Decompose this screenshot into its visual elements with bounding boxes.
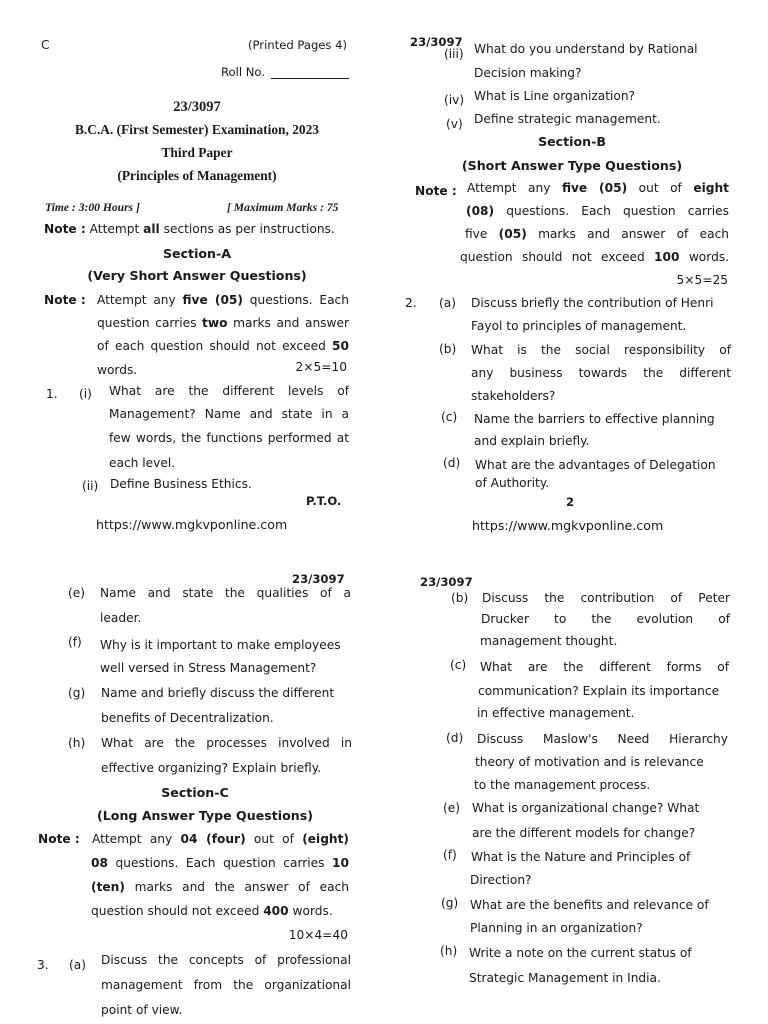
question-label: (iv) — [444, 93, 465, 107]
question-text: Drucker to the evolution of — [481, 612, 730, 626]
max-marks: [ Maximum Marks : 75 — [227, 201, 339, 214]
question-text: management thought. — [480, 634, 618, 648]
section-a-note-line: of each question should not exceed 50 — [97, 339, 350, 353]
section-b-marks: 5×5=25 — [676, 273, 728, 287]
question-text: Fayol to principles of management. — [471, 319, 687, 333]
question-text: Name and state the qualities of a — [100, 586, 351, 600]
question-text: What are the processes involved in — [101, 736, 352, 750]
series-letter: C — [41, 38, 50, 52]
question-number: 2. — [405, 296, 417, 310]
question-text: What do you understand by Rational — [474, 42, 698, 56]
question-text: leader. — [100, 611, 142, 625]
question-text: Discuss Maslow's Need Hierarchy — [477, 732, 728, 746]
question-text: in effective management. — [477, 706, 635, 720]
general-note: Note : Attempt all sections as per instructions. — [44, 222, 335, 236]
question-label: (a) — [69, 958, 86, 972]
section-c-note-line: question should not exceed 400 words. — [91, 904, 333, 918]
section-a-type: (Very Short Answer Questions) — [87, 268, 307, 283]
question-text: of Authority. — [475, 476, 550, 490]
section-b-note-line: (08) questions. Each question carries — [466, 204, 729, 218]
section-c-note-label: Note : — [38, 832, 80, 846]
question-text: Planning in an organization? — [470, 921, 643, 935]
question-text: are the different models for change? — [472, 826, 696, 840]
paper-code: 23/3097 — [420, 575, 473, 589]
question-text: Name and briefly discuss the different — [101, 686, 335, 700]
question-text: benefits of Decentralization. — [101, 711, 274, 725]
question-text: Why is it important to make employees — [100, 638, 341, 652]
question-label: (c) — [450, 658, 467, 672]
source-url: https://www.mgkvponline.com — [96, 517, 288, 532]
question-label: (iii) — [444, 47, 464, 61]
question-text: communication? Explain its importance — [478, 684, 720, 698]
question-label: (b) — [439, 342, 457, 356]
subject-title: (Principles of Management) — [117, 168, 277, 183]
question-label: (g) — [441, 896, 459, 910]
question-number: 3. — [37, 958, 49, 972]
question-text: Name the barriers to effective planning — [474, 412, 715, 426]
question-text: Discuss briefly the contribution of Henri — [471, 296, 714, 310]
question-text: any business towards the different — [471, 366, 731, 380]
question-text: What is the social responsibility of — [471, 343, 731, 357]
section-a-title: Section-A — [162, 246, 231, 261]
question-text: and explain briefly. — [474, 434, 590, 448]
question-label: (ii) — [82, 479, 99, 493]
question-number: 1. — [46, 387, 58, 401]
question-text: What is organizational change? What — [472, 801, 700, 815]
question-label: (d) — [446, 731, 464, 745]
question-text: point of view. — [101, 1003, 183, 1017]
pto-mark: P.T.O. — [306, 494, 342, 508]
question-text: What are the different levels of — [109, 384, 349, 398]
roll-no-line — [271, 78, 349, 79]
question-label: (v) — [446, 117, 463, 131]
question-text: stakeholders? — [471, 389, 556, 403]
question-text: Strategic Management in India. — [469, 971, 661, 985]
page-number: 2 — [566, 495, 575, 509]
question-label: (i) — [79, 387, 92, 401]
question-label: (b) — [451, 591, 469, 605]
question-label: (g) — [68, 686, 86, 700]
question-text: What are the benefits and relevance of — [470, 898, 709, 912]
question-text: theory of motivation and is relevance — [475, 755, 704, 769]
section-a-note-line: Attempt any five (05) questions. Each — [97, 293, 349, 307]
question-text: Discuss the contribution of Peter — [482, 591, 730, 605]
question-text: management from the organizational — [101, 978, 351, 992]
roll-no-label: Roll No. — [221, 65, 266, 79]
question-text: Discuss the concepts of professional — [101, 953, 351, 967]
question-label: (h) — [68, 736, 86, 750]
section-a-marks: 2×5=10 — [295, 360, 347, 374]
section-c-note-line: 08 questions. Each question carries 10 — [91, 856, 349, 870]
question-text: Direction? — [470, 873, 532, 887]
section-c-note-line: Attempt any 04 (four) out of (eight) — [92, 832, 349, 846]
question-label: (e) — [443, 801, 461, 815]
paper-code: 23/3097 — [292, 572, 345, 586]
question-label: (f) — [443, 848, 457, 862]
exam-title: B.C.A. (First Semester) Examination, 2023 — [75, 122, 319, 137]
question-text: Define strategic management. — [474, 112, 661, 126]
question-text: to the management process. — [474, 778, 651, 792]
paper-code: 23/3097 — [410, 35, 463, 49]
section-b-note-line: question should not exceed 100 words. — [460, 250, 730, 264]
question-text: What are the advantages of Delegation — [475, 458, 716, 472]
section-a-note-label: Note : — [44, 293, 86, 307]
question-text: What are the different forms of — [480, 660, 729, 674]
question-text: Write a note on the current status of — [469, 946, 692, 960]
note-label: Note : — [44, 222, 86, 236]
section-a-note-line: question carries two marks and answer — [97, 316, 349, 330]
exam-time: Time : 3:00 Hours ] — [45, 201, 140, 214]
question-text: Decision making? — [474, 66, 582, 80]
section-b-note-line: Attempt any five (05) out of eight — [467, 181, 729, 195]
section-c-marks: 10×4=40 — [288, 928, 348, 942]
question-label: (e) — [68, 586, 86, 600]
section-a-note-line: words. — [97, 363, 138, 377]
printed-pages: (Printed Pages 4) — [248, 38, 348, 52]
paper-number: Third Paper — [161, 145, 233, 160]
question-label: (a) — [439, 296, 456, 310]
question-text: What is Line organization? — [474, 89, 636, 103]
section-c-note-line: (ten) marks and the answer of each — [91, 880, 350, 894]
question-text: few words, the functions performed at — [109, 431, 349, 445]
question-label: (c) — [441, 410, 458, 424]
question-label: (h) — [440, 944, 458, 958]
section-b-type: (Short Answer Type Questions) — [461, 158, 683, 173]
question-text: effective organizing? Explain briefly. — [101, 761, 322, 775]
question-text: well versed in Stress Management? — [100, 661, 317, 675]
paper-code: 23/3097 — [173, 99, 221, 115]
section-b-note-line: five (05) marks and answer of each — [465, 227, 730, 241]
source-url: https://www.mgkvponline.com — [472, 518, 664, 533]
question-label: (d) — [443, 456, 461, 470]
question-text: What is the Nature and Principles of — [471, 850, 691, 864]
question-label: (f) — [68, 635, 82, 649]
section-c-title: Section-C — [161, 785, 229, 800]
question-text: Management? Name and state in a — [109, 407, 349, 421]
question-text: each level. — [109, 456, 176, 470]
question-text: Define Business Ethics. — [110, 477, 252, 491]
section-c-type: (Long Answer Type Questions) — [97, 808, 313, 823]
section-b-note-label: Note : — [415, 184, 457, 198]
section-b-title: Section-B — [538, 134, 606, 149]
